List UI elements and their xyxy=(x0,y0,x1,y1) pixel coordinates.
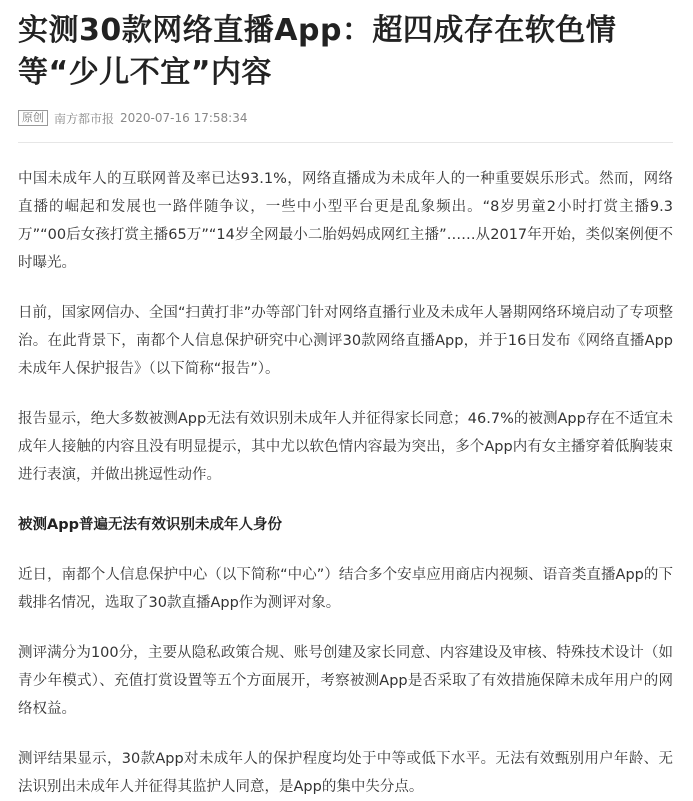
article-body xyxy=(18,165,673,801)
section-heading: 被测App普遍无法有效识别未成年人身份 xyxy=(18,517,282,533)
publish-time: 2020-07-16 17:58:34 xyxy=(120,111,248,125)
paragraph: 中国未成年人的互联网普及率已达93.1%，网络直播成为未成年人的一种重要娱乐形式。然而，网络直播的崛起和发展也一路伴随争议，一些中小型平台更是乱象频出。“8岁男童2小时打赏主播9.3万”“00后女孩打赏主播65万”“14岁全网最小二胎妈妈成网红主播”……从2017年开始，类似案例便不时曝光。 xyxy=(18,171,673,271)
paragraph: 近日，南都个人信息保护中心（以下简称“中心”）结合多个安卓应用商店内视频、语音类直播App的下载排名情况，选取了30款直播App作为测评对象。 xyxy=(18,567,673,611)
article-meta xyxy=(18,108,673,128)
paragraph: 测评满分为100分，主要从隐私政策合规、账号创建及家长同意、内容建设及审核、特殊技术设计（如青少年模式）、充值打赏设置等五个方面展开，考察被测App是否采取了有效措施保障未成年用户的网络权益。 xyxy=(18,645,673,717)
paragraph: 测评结果显示，30款App对未成年人的保护程度均处于中等或低下水平。无法有效甄别用户年龄、无法识别出未成年人并征得其监护人同意，是App的集中失分点。 xyxy=(18,751,673,795)
article-title: 实测30款网络直播App：超四成存在软色情等“少儿不宜”内容 xyxy=(18,13,617,90)
original-badge: 原创 xyxy=(18,110,48,126)
source-link[interactable]: 南方都市报 xyxy=(54,111,115,126)
paragraph: 报告显示，绝大多数被测App无法有效识别未成年人并征得家长同意；46.7%的被测App存在不适宜未成年人接触的内容且没有明显提示，其中尤以软色情内容最为突出，多个App内有女主播穿着低胸装束进行表演，并做出挑逗性动作。 xyxy=(18,411,673,483)
paragraph: 日前，国家网信办、全国“扫黄打非”办等部门针对网络直播行业及未成年人暑期网络环境启动了专项整治。在此背景下，南都个人信息保护研究中心测评30款网络直播App，并于16日发布《网络直播App未成年人保护报告》（以下简称“报告”）。 xyxy=(18,305,673,377)
divider xyxy=(18,142,673,143)
